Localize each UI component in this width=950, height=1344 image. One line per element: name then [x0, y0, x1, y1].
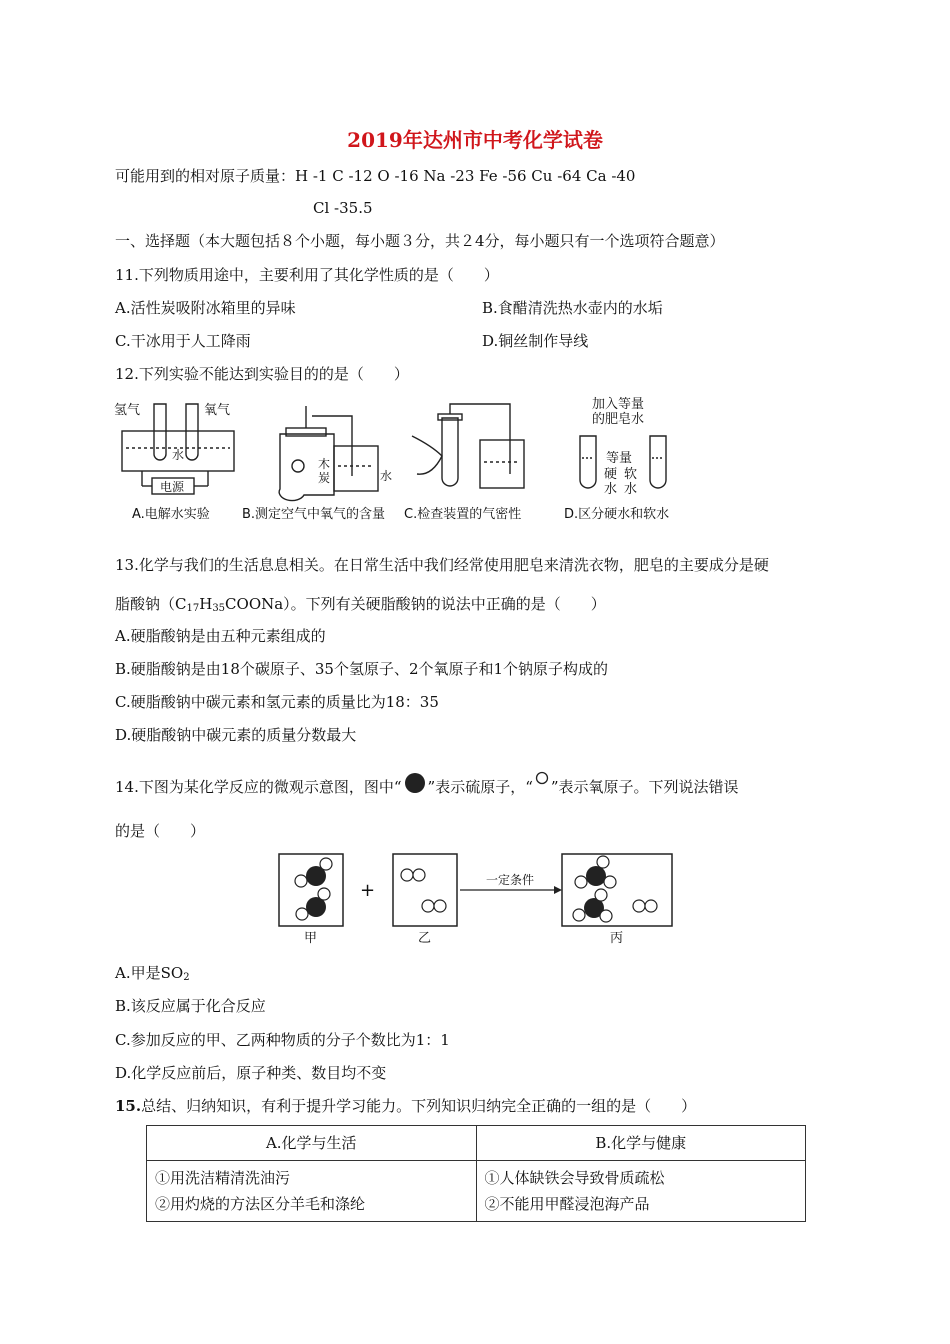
- airtightness-apparatus: [412, 404, 524, 488]
- q15-number: 15.: [115, 1097, 142, 1115]
- label-water: 水: [172, 448, 185, 462]
- table-header-row: [147, 1126, 806, 1161]
- label-condition: 一定条件: [486, 873, 535, 887]
- q13-option-d: D.硬脂酸钠中碳元素的质量分数最大: [115, 726, 357, 744]
- q12-experiment-figure: [112, 396, 702, 526]
- oxygen-content-apparatus: [279, 406, 378, 501]
- sulfur-atom-icon: [402, 773, 428, 795]
- q15-stem: [115, 1095, 696, 1116]
- table-header-b: B.化学与健康: [476, 1126, 806, 1161]
- label-charcoal-2: 炭: [318, 471, 331, 485]
- so3-molecule-2: [573, 889, 612, 922]
- q12-stem: 12.下列实验不能达到实验目的的是（ ）: [115, 365, 409, 383]
- q13-stem-2: [115, 593, 606, 614]
- q11-option-d: D.铜丝制作导线: [482, 332, 589, 350]
- q11-option-c: C.干冰用于人工降雨: [115, 332, 251, 350]
- q14-stem-suffix: ”表示氧原子。下列说法错误: [550, 778, 739, 796]
- table-header-a: A.化学与生活: [147, 1126, 477, 1161]
- oxygen-atom-icon: [533, 770, 551, 790]
- q14-option-a: [115, 962, 190, 983]
- section-heading: 一、选择题（本大题包括８个小题，每小题３分，共２4分，每小题只有一个选项符合题意）: [115, 232, 725, 250]
- so2-molecule-1: [295, 858, 332, 887]
- label-water-soft: 水: [624, 482, 638, 497]
- so3-molecule-1: [575, 856, 616, 888]
- box-yi: [393, 854, 457, 926]
- table-item: ②不能用甲醛浸泡海产品: [484, 1195, 650, 1213]
- q11-option-b: B.食醋清洗热水壶内的水垢: [482, 299, 663, 317]
- q14-stem-prefix: 14.下图为某化学反应的微观示意图，图中“: [115, 778, 402, 796]
- q14-stem-middle: ”表示硫原子，“: [427, 778, 533, 796]
- caption-c: C.检查装置的气密性: [404, 507, 522, 522]
- o2-molecule-remaining: [633, 900, 657, 912]
- q14-option-c: C.参加反应的甲、乙两种物质的分子个数比为1：1: [115, 1031, 450, 1049]
- subscript-17: 17: [186, 603, 200, 614]
- caption-b: B.测定空气中氧气的含量: [242, 507, 386, 522]
- q13-option-b: B.硬脂酸钠是由18个碳原子、35个氢原子、2个氧原子和1个钠原子构成的: [115, 660, 609, 678]
- label-power: 电源: [160, 480, 185, 494]
- q13-stem-1: 13.化学与我们的生活息息相关。在日常生活中我们经常使用肥皂来清洗衣物，肥皂的主要成分是硬: [115, 556, 769, 574]
- o2-molecule-1: [401, 869, 425, 881]
- table-cell-a: [147, 1161, 477, 1222]
- label-charcoal-1: 木: [318, 457, 331, 471]
- q14-reaction-diagram: [276, 848, 676, 948]
- q14-option-b: B.该反应属于化合反应: [115, 997, 266, 1015]
- label-soft: 软: [624, 467, 638, 482]
- label-h2: 氢气: [114, 403, 141, 418]
- caption-d: D.区分硬水和软水: [564, 507, 670, 522]
- subscript-35: 35: [212, 603, 226, 614]
- q14-stem-2: 的是（ ）: [115, 822, 206, 840]
- arrow-head-icon: [554, 886, 562, 894]
- q14-option-d: D.化学反应前后，原子种类、数目均不变: [115, 1064, 387, 1082]
- table-item: ②用灼烧的方法区分羊毛和涤纶: [155, 1195, 366, 1213]
- label-water-b: 水: [380, 469, 393, 483]
- o2-molecule-2: [422, 900, 446, 912]
- q13-stem-2-prefix: 脂酸钠（C: [115, 595, 187, 613]
- label-add-soap-1: 加入等量: [592, 397, 645, 412]
- atomic-mass-line-1: 可能用到的相对原子质量：H -1 C -12 O -16 Na -23 Fe -56 Cu -64 Ca -40: [115, 167, 636, 185]
- plus-sign: +: [360, 880, 376, 901]
- q14-option-a-text: A.甲是SO: [115, 964, 184, 982]
- q13-option-c: C.硬脂酸钠中碳元素和氢元素的质量比为18：35: [115, 693, 439, 711]
- q11-option-a: A.活性炭吸附冰箱里的异味: [115, 299, 296, 317]
- label-o2: 氧气: [204, 403, 231, 418]
- label-hard: 硬: [604, 467, 618, 482]
- table-cell-b: [476, 1161, 806, 1222]
- label-yi: 乙: [418, 931, 432, 946]
- label-water-hard: 水: [604, 482, 618, 497]
- table-row: [147, 1161, 806, 1222]
- q13-option-a: A.硬脂酸钠是由五种元素组成的: [115, 627, 326, 645]
- label-bing: 丙: [610, 931, 624, 946]
- label-add-soap-2: 的肥皂水: [592, 412, 645, 427]
- q15-stem-text: 总结、归纳知识，有利于提升学习能力。下列知识归纳完全正确的一组的是（ ）: [141, 1097, 697, 1115]
- table-item: ①人体缺铁会导致骨质疏松: [484, 1169, 665, 1187]
- q13-hydrogen: H: [199, 595, 213, 613]
- table-item: ①用洗洁精清洗油污: [155, 1169, 291, 1187]
- q13-stem-2-suffix: COONa）。下列有关硬脂酸钠的说法中正确的是（ ）: [225, 595, 606, 613]
- atomic-mass-line-2: Cl -35.5: [313, 199, 373, 217]
- label-equal: 等量: [606, 451, 633, 466]
- q14-stem-1: [115, 770, 739, 797]
- knowledge-table: [146, 1125, 806, 1222]
- caption-a: A.电解水实验: [132, 507, 210, 522]
- label-jia: 甲: [304, 931, 318, 946]
- subscript-2: 2: [183, 972, 190, 983]
- page-title: 2019年达州市中考化学试卷: [347, 128, 603, 152]
- q11-stem: 11.下列物质用途中，主要利用了其化学性质的是（ ）: [115, 266, 499, 284]
- so2-molecule-2: [296, 888, 330, 920]
